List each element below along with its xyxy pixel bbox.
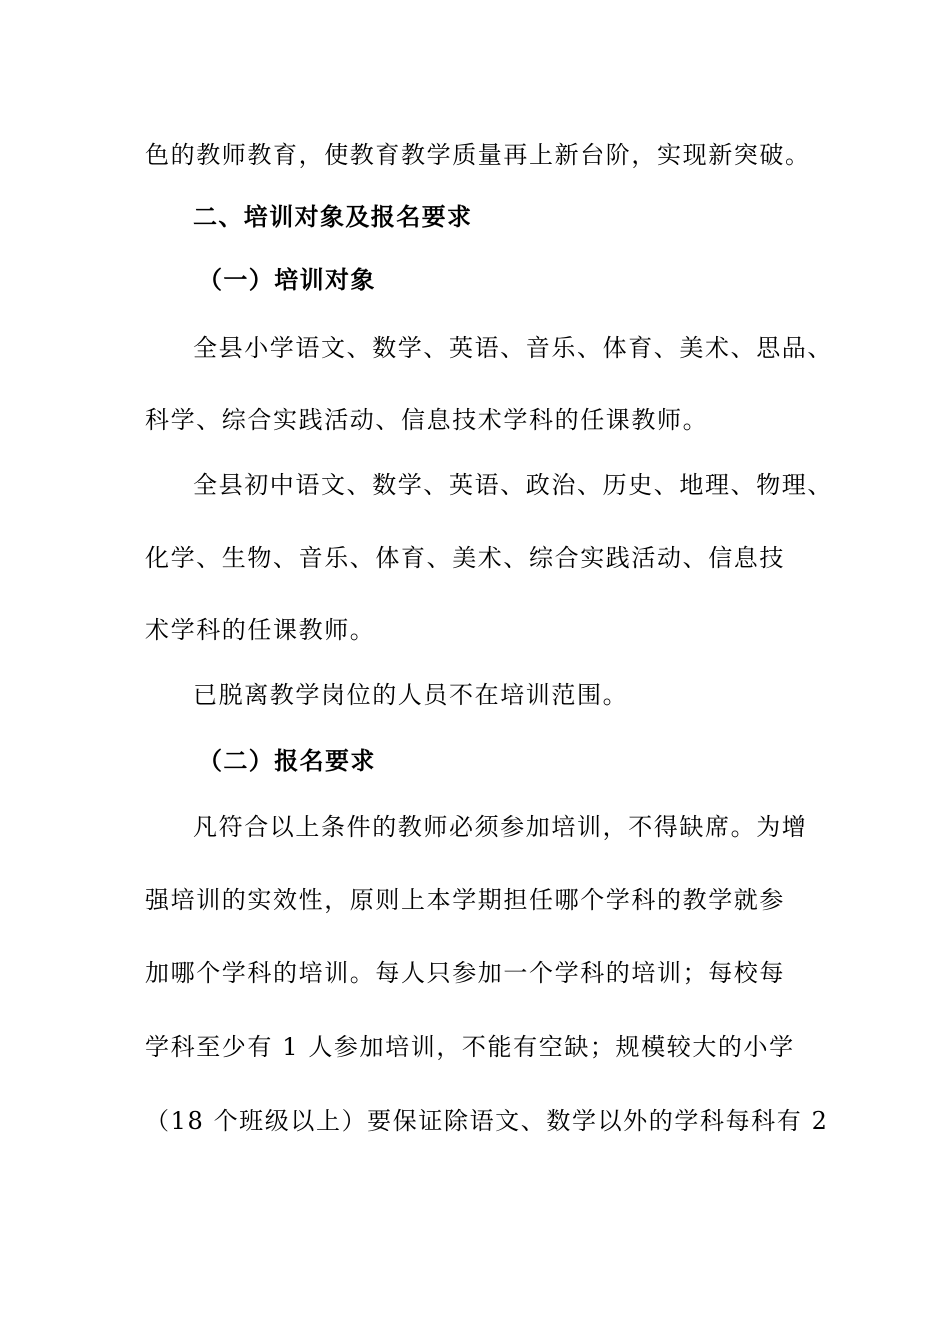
subsection-heading-training-target: （一）培训对象 [198, 266, 376, 294]
paragraph-line: 加哪个学科的培训。每人只参加一个学科的培训；每校每 [145, 959, 785, 987]
paragraph-line: 科学、综合实践活动、信息技术学科的任课教师。 [145, 406, 709, 434]
section-heading: 二、培训对象及报名要求 [193, 203, 473, 231]
subsection-heading-registration: （二）报名要求 [198, 747, 376, 775]
paragraph-line: 已脱离教学岗位的人员不在培训范围。 [193, 681, 629, 709]
paragraph-line: 色的教师教育，使教育教学质量再上新台阶，实现新突破。 [145, 141, 811, 169]
paragraph-line: 全县小学语文、数学、英语、音乐、体育、美术、思品、 [193, 334, 833, 362]
paragraph-line: 学科至少有 1 人参加培训，不能有空缺；规模较大的小学 [145, 1033, 795, 1061]
paragraph-line: 强培训的实效性，原则上本学期担任哪个学科的教学就参 [145, 886, 785, 914]
paragraph-line: （18 个班级以上）要保证除语文、数学以外的学科每科有 2 [145, 1107, 829, 1135]
paragraph-line: 术学科的任课教师。 [145, 616, 376, 644]
paragraph-line: 全县初中语文、数学、英语、政治、历史、地理、物理、 [193, 471, 833, 499]
paragraph-line: 化学、生物、音乐、体育、美术、综合实践活动、信息技 [145, 544, 785, 572]
paragraph-line: 凡符合以上条件的教师必须参加培训，不得缺席。为增 [193, 813, 808, 841]
